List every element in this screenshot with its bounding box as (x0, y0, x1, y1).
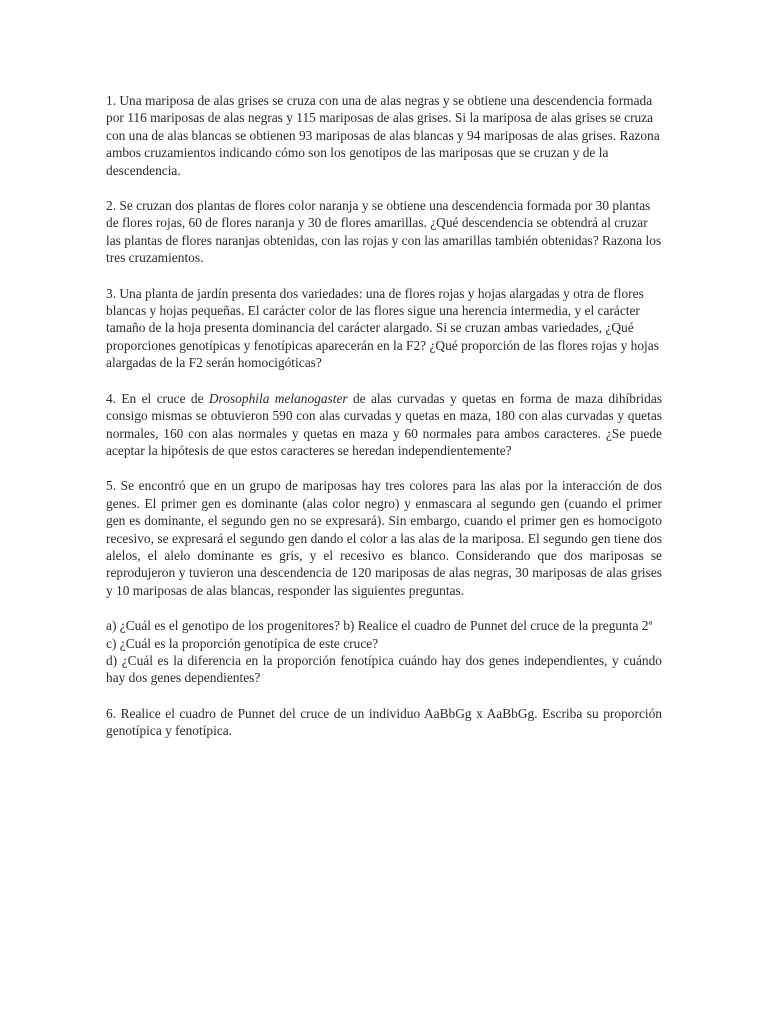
question-4 (106, 390, 662, 460)
question-5-sub-d: d) ¿Cuál es la diferencia en la proporción fenotípica cuándo hay dos genes independientes, y cuándo hay dos genes dependientes? (106, 652, 662, 686)
question-2: 2. Se cruzan dos plantas de flores color naranja y se obtiene una descendencia formada por 30 plantas de flores rojas, 60 de flores naranja y 30 de flores amarillas. ¿Qué descendencia se obtendrá al cruzar las plantas de flores naranjas obtenidas, con las rojas y con las amarillas también obtenidas? Razona los tres cruzamientos. (106, 198, 662, 266)
question-5-sub-c: c) ¿Cuál es la proporción genotípica de este cruce? (106, 635, 379, 651)
question-4-species: Drosophila melanogaster (208, 390, 348, 406)
question-4-intro: 4. En el cruce de (106, 390, 209, 406)
question-4-rest: de alas curvadas y quetas en forma de maza dihíbridas consigo mismas se obtuvieron 590 con alas curvadas y quetas en maza, 180 con alas curvadas y quetas normales, 160 con alas normales y quetas en maza y 60 normales para ambos caracteres. ¿Se puede aceptar la hipótesis de que estos caracteres se heredan independientemente? (106, 390, 662, 458)
question-3: 3. Una planta de jardín presenta dos variedades: una de flores rojas y hojas alargadas y otra de flores blancas y hojas pequeñas. El carácter color de las flores sigue una herencia intermedia, y el carácter tamaño de la hoja presenta dominancia del carácter alargado. Si se cruzan ambas variedades, ¿Qué proporciones genotípicas y fenotípicas aparecerán en la F2? ¿Qué proporción de las flores rojas y hojas alargadas de la F2 serán homocigóticas? (106, 285, 659, 371)
question-5: 5. Se encontró que en un grupo de mariposas hay tres colores para las alas por la interacción de dos genes. El primer gen es dominante (alas color negro) y enmascara al segundo gen (cuando el primer gen es dominante, el segundo gen no se expresará). Sin embargo, cuando el primer gen es homocigoto recesivo, se expresará el segundo gen dando el color a las alas de la mariposa. El segundo gen tiene dos alelos, el alelo dominante es gris, y el recesivo es blanco. Considerando que dos mariposas se reprodujeron y tuvieron una descendencia de 120 mariposas de alas negras, 30 mariposas de alas grises y 10 mariposas de alas blancas, responder las siguientes preguntas. (106, 478, 662, 598)
question-1: 1. Una mariposa de alas grises se cruza con una de alas negras y se obtiene una descendencia formada por 116 mariposas de alas negras y 115 mariposas de alas grises. Si la mariposa de alas grises se cruza con una de alas blancas se obtienen 93 mariposas de alas blancas y 94 mariposas de alas grises. Razona ambos cruzamientos indicando cómo son los genotipos de las mariposas que se cruzan y de la descendencia. (106, 93, 660, 178)
document-body (106, 92, 662, 740)
question-5-subquestions (106, 617, 662, 687)
question-6: 6. Realice el cuadro de Punnet del cruce de un individuo AaBbGg x AaBbGg. Escriba su proporción genotípica y fenotípica. (106, 705, 662, 739)
question-5-sub-ab: a) ¿Cuál es el genotipo de los progenitores? b) Realice el cuadro de Punnet del cruce de la pregunta 2ª (106, 618, 653, 634)
